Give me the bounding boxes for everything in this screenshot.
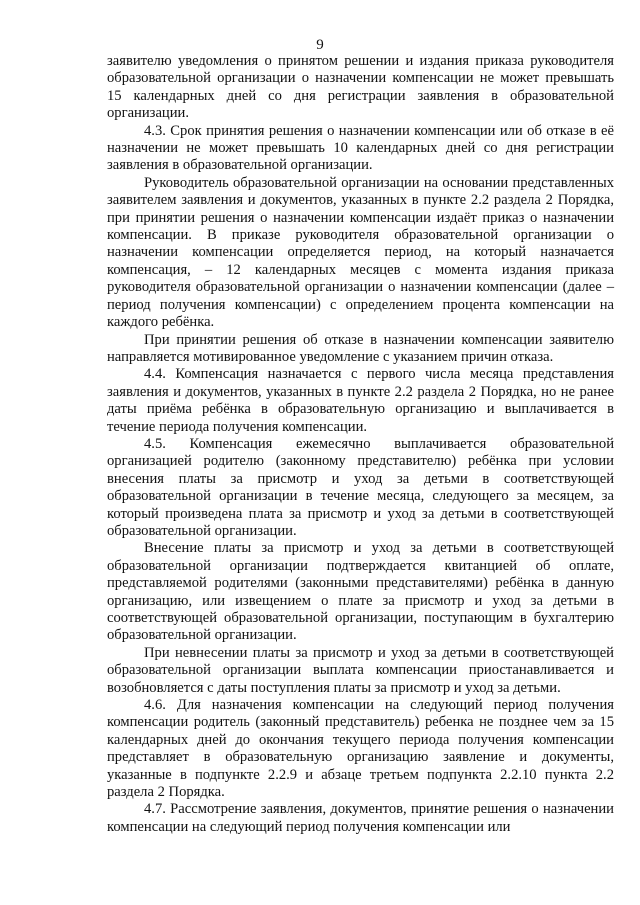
paragraph: заявителю уведомления о принятом решении и издания приказа руководителя образовательной организации о назначении компенсации не может превышать 15 календарных дней со дня регистрации заявления в образовательной организации. bbox=[107, 53, 614, 122]
page-number: 9 bbox=[316, 37, 324, 53]
paragraph-4-5: 4.5. Компенсация ежемесячно выплачивается образовательной организацией родителю (законному представителю) ребёнка при условии внесения платы за присмотр и уход за детьми в соответствующей образовательной организации в течение месяца, следующего за месяцем, за который произведена плата за присмотр и уход за детьми в соответствующей образовательной организации. bbox=[107, 435, 614, 539]
paragraph: Внесение платы за присмотр и уход за детьми в соответствующей образовательной организации подтверждается квитанцией об оплате, представляемой родителями (законными представителями) ребёнка в данную организацию, или извещением о плате за присмотр и уход за детьми в соответствующей образовательной организации, поступающим в бухгалтерию образовательной организации. bbox=[107, 540, 614, 644]
paragraph-4-4: 4.4. Компенсация назначается с первого числа месяца представления заявления и документов, указанных в пункте 2.2 раздела 2 Порядка, но не ранее даты приёма ребёнка в образовательную организацию и выплачивается в течение периода получения компенсации. bbox=[107, 366, 614, 435]
paragraph-4-3: 4.3. Срок принятия решения о назначении компенсации или об отказе в её назначении не может превышать 10 календарных дней со дня регистрации заявления в образовательной организации. bbox=[107, 122, 614, 174]
paragraph-4-6: 4.6. Для назначения компенсации на следующий период получения компенсации родитель (законный представитель) ребенка не позднее чем за 15 календарных дней до окончания текущего периода получения компенсации представляет в образовательную организацию заявление и документы, указанные в подпункте 2.2.9 и абзаце третьем подпункта 2.2.10 пункта 2.2 раздела 2 Порядка. bbox=[107, 697, 614, 801]
paragraph-4-7: 4.7. Рассмотрение заявления, документов, принятие решения о назначении компенсации на следующий период получения компенсации или bbox=[107, 801, 614, 835]
paragraph: Руководитель образовательной организации на основании представленных заявителем заявления и документов, указанных в пункте 2.2 раздела 2 Порядка, при принятии решения о назначении компенсации издаёт приказ о назначении компенсации. В приказе руководителя образовательной организации о назначении компенсации определяется период, на который назначается компенсация, – 12 календарных месяцев с момента издания приказа руководителя образовательной организации о назначении компенсации (далее – период получения компенсации) с определением процента компенсации на каждого ребёнка. bbox=[107, 174, 614, 331]
document-body bbox=[107, 53, 614, 836]
paragraph: При принятии решения об отказе в назначении компенсации заявителю направляется мотивированное уведомление с указанием причин отказа. bbox=[107, 331, 614, 365]
paragraph: При невнесении платы за присмотр и уход за детьми в соответствующей образовательной организации выплата компенсации приостанавливается и возобновляется с даты поступления платы за присмотр и уход за детьми. bbox=[107, 644, 614, 696]
